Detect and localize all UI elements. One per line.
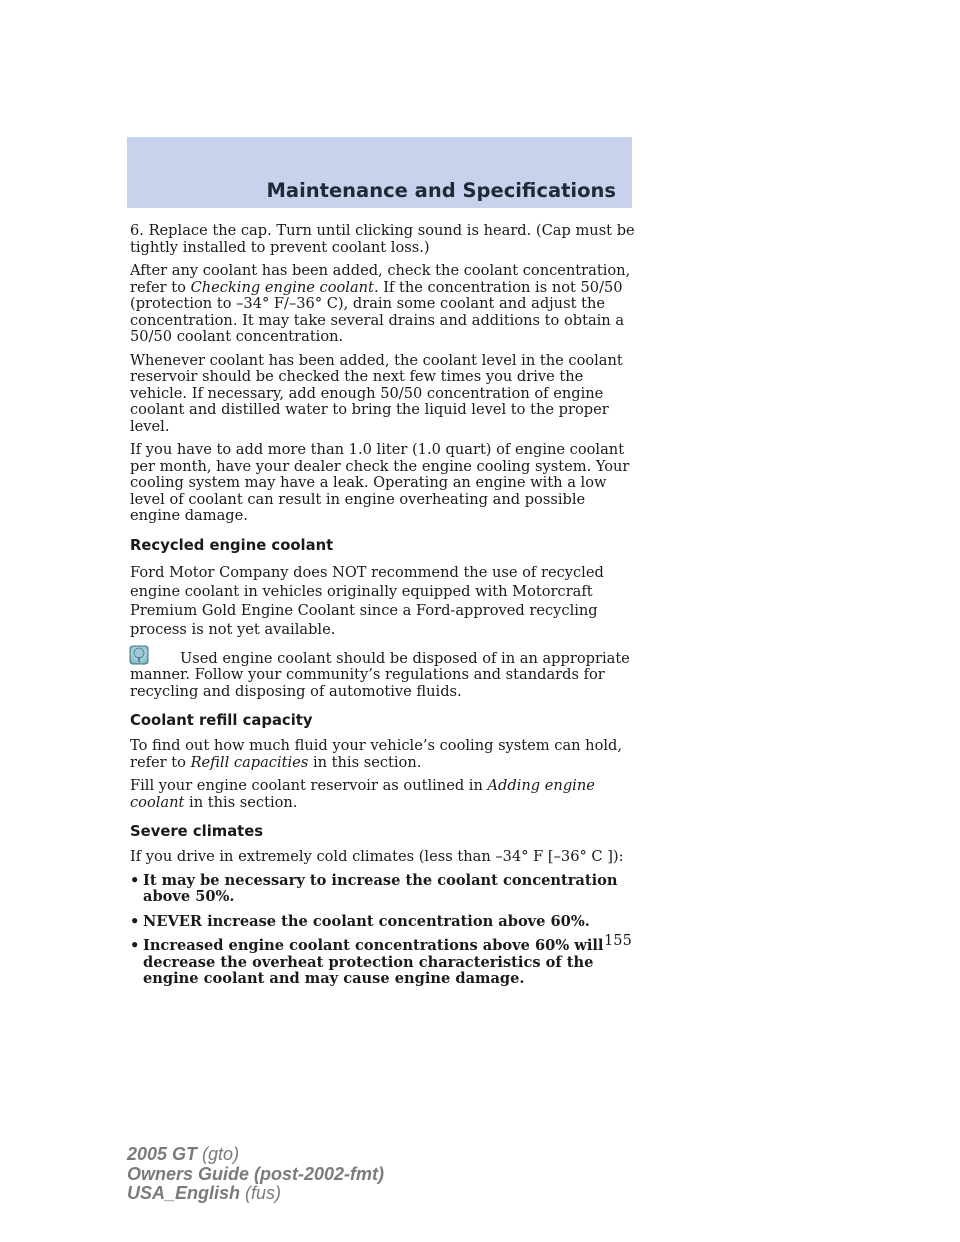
step-6-paragraph: 6. Replace the cap. Turn until clicking sound is heard. (Cap must be tightly installed to prevent coolant loss.) [130, 222, 635, 256]
list-item: • Increased engine coolant concentrations above 60% will decrease the overheat protection characteristics of the engine coolant and may cause engine damage. [130, 937, 604, 987]
list-item: • It may be necessary to increase the coolant concentration above 50%. [130, 871, 618, 905]
footer-language-line: USA_English (fus) [127, 1183, 282, 1203]
recycled-coolant-heading: Recycled engine coolant [130, 536, 334, 554]
environment-note: Used engine coolant should be disposed of in an appropriate manner. Follow your community’s regulations and standards for recycling and disposing of automotive fluids. [130, 651, 635, 701]
reservoir-check-paragraph: Whenever coolant has been added, the coolant level in the coolant reservoir should be checked the next few times you drive the vehicle. If necessary, add enough 50/50 concentration of engine coolant and distilled water to bring the liquid level to the proper level. [130, 351, 623, 435]
section-title: Maintenance and Specifications [266, 179, 616, 202]
leak-warning-paragraph: If you have to add more than 1.0 liter (1.0 quart) of engine coolant per month, have your dealer check the engine cooling system. Your cooling system may have a leak. Operating an engine with a low level of coolant can result in engine overheating and possible engine damage. [130, 441, 630, 524]
tree-environment-icon [128, 645, 150, 665]
refill-capacity-paragraph: To find out how much fluid your vehicle’s cooling system can hold, refer to Refill capacities in this section. [130, 737, 623, 771]
fill-reservoir-paragraph: Fill your engine coolant reservoir as outlined in Adding engine coolant in this section. [130, 777, 595, 811]
recycled-coolant-paragraph: Ford Motor Company does NOT recommend the use of recycled engine coolant in vehicles originally equipped with Motorcraft Premium Gold Engine Coolant since a Ford-approved recycling process is not yet available. [130, 563, 604, 638]
footer-guide-line: Owners Guide (post-2002-fmt) [127, 1163, 385, 1184]
refill-capacity-heading: Coolant refill capacity [130, 712, 313, 729]
severe-climates-list [130, 873, 635, 988]
page-body [130, 223, 635, 996]
page-number: 155 [604, 932, 632, 949]
concentration-paragraph: After any coolant has been added, check the coolant concentration, refer to Checking engine coolant. If the concentration is not 50/50 (protection to –34° F/–36° C), drain some coolant and adjust the concentration. It may take several drains and additions to obtain a 50/50 coolant concentration. [130, 262, 631, 345]
bullet-icon: • [130, 871, 140, 889]
checking-coolant-reference: Checking engine coolant [190, 278, 374, 296]
severe-climates-intro: If you drive in extremely cold climates (less than –34° F [–36° C ]): [130, 848, 624, 865]
severe-climates-heading: Severe climates [130, 823, 264, 840]
refill-capacities-reference: Refill capacities [190, 753, 309, 771]
bullet-icon: • [130, 937, 140, 954]
list-item: • NEVER increase the coolant concentration above 60%. [130, 912, 590, 930]
bullet-icon: • [130, 912, 140, 930]
adding-coolant-reference: Adding engine coolant [130, 777, 595, 811]
section-header-band [127, 137, 632, 208]
document-footer [127, 1145, 384, 1204]
footer-model-line: 2005 GT (gto) [127, 1144, 240, 1164]
